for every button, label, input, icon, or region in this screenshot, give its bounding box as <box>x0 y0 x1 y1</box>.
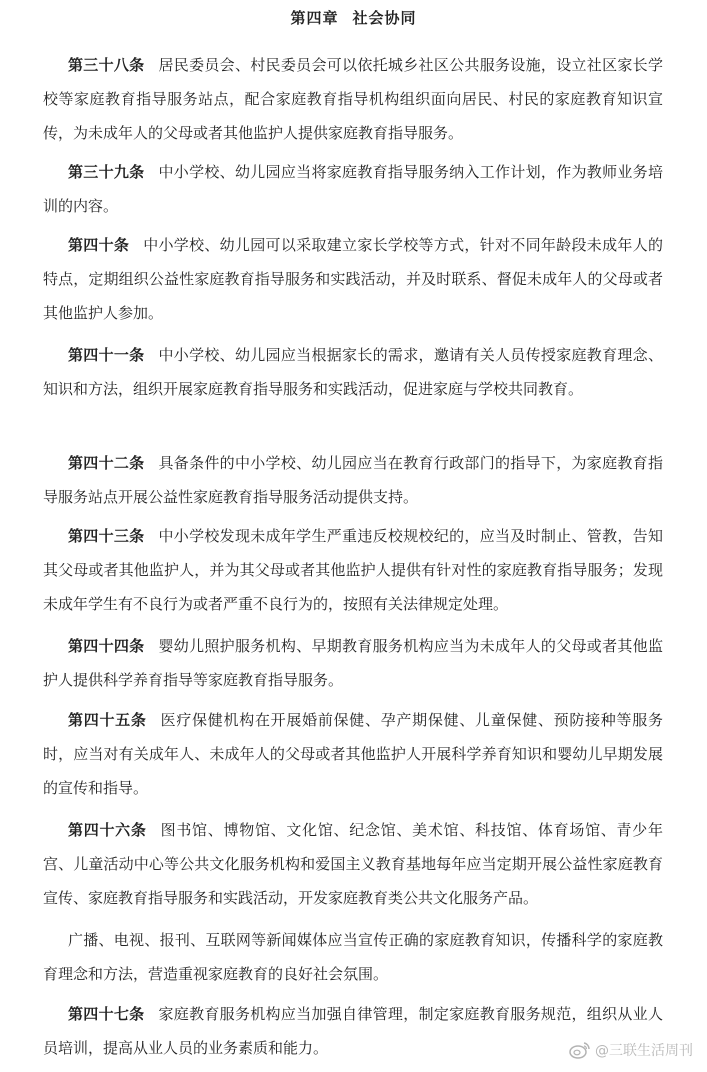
article-44 <box>43 629 663 697</box>
article-38 <box>43 48 663 150</box>
article-text: 婴幼儿照护服务机构、早期教育服务机构应当为未成年人的父母或者其他监护人提供科学养育指导等家庭教育指导服务。 <box>43 637 663 689</box>
article-40 <box>43 228 663 330</box>
article-number: 第四十六条 <box>68 821 147 839</box>
chapter-title: 社会协同 <box>352 9 417 27</box>
article-number: 第四十一条 <box>68 346 145 364</box>
article-45 <box>43 703 663 805</box>
article-42 <box>43 446 663 514</box>
watermark-text: @三联生活周刊 <box>595 1043 693 1059</box>
article-number: 第四十二条 <box>68 454 145 472</box>
article-number: 第四十三条 <box>68 527 145 545</box>
article-text: 中小学校、幼儿园应当将家庭教育指导服务纳入工作计划，作为教师业务培训的内容。 <box>43 163 663 215</box>
article-46-paragraph-2 <box>43 923 663 991</box>
article-text: 中小学校发现未成年学生严重违反校规校纪的，应当及时制止、管教，告知其父母或者其他监护人，并为其父母或者其他监护人提供有针对性的家庭教育指导服务；发现未成年学生有不良行为或者严重不良行为的，按照有关法律规定处理。 <box>43 527 663 613</box>
chapter-number: 第四章 <box>290 9 339 27</box>
article-46 <box>43 813 663 915</box>
article-text: 中小学校、幼儿园可以采取建立家长学校等方式，针对不同年龄段未成年人的特点，定期组织公益性家庭教育指导服务和实践活动，并及时联系、督促未成年人的父母或者其他监护人参加。 <box>43 236 663 322</box>
weibo-logo-icon <box>569 1041 591 1059</box>
article-text: 医疗保健机构在开展婚前保健、孕产期保健、儿童保健、预防接种等服务时，应当对有关成年人、未成年人的父母或者其他监护人开展科学养育知识和婴幼儿早期发展的宣传和指导。 <box>43 711 663 797</box>
article-number: 第四十条 <box>68 236 130 254</box>
article-text: 中小学校、幼儿园应当根据家长的需求，邀请有关人员传授家庭教育理念、知识和方法，组织开展家庭教育指导服务和实践活动，促进家庭与学校共同教育。 <box>43 346 663 398</box>
article-text: 居民委员会、村民委员会可以依托城乡社区公共服务设施，设立社区家长学校等家庭教育指导服务站点，配合家庭教育指导机构组织面向居民、村民的家庭教育知识宣传，为未成年人的父母或者其他监护人提供家庭教育指导服务。 <box>43 56 663 142</box>
article-text: 家庭教育服务机构应当加强自律管理，制定家庭教育服务规范，组织从业人员培训，提高从业人员的业务素质和能力。 <box>43 1005 663 1057</box>
article-number: 第四十四条 <box>68 637 145 655</box>
article-number: 第三十八条 <box>68 56 145 74</box>
article-text: 图书馆、博物馆、文化馆、纪念馆、美术馆、科技馆、体育场馆、青少年宫、儿童活动中心等公共文化服务机构和爱国主义教育基地每年应当定期开展公益性家庭教育宣传、家庭教育指导服务和实践活动，开发家庭教育类公共文化服务产品。 <box>43 821 663 907</box>
article-41 <box>43 338 663 406</box>
chapter-heading <box>0 6 707 30</box>
article-43 <box>43 519 663 621</box>
article-text: 具备条件的中小学校、幼儿园应当在教育行政部门的指导下，为家庭教育指导服务站点开展公益性家庭教育指导服务活动提供支持。 <box>43 454 663 506</box>
article-number: 第四十七条 <box>68 1005 145 1023</box>
article-39 <box>43 155 663 223</box>
article-text: 广播、电视、报刊、互联网等新闻媒体应当宣传正确的家庭教育知识，传播科学的家庭教育理念和方法，营造重视家庭教育的良好社会氛围。 <box>43 931 663 983</box>
article-number: 第三十九条 <box>68 163 145 181</box>
article-number: 第四十五条 <box>68 711 147 729</box>
watermark <box>569 1040 693 1060</box>
